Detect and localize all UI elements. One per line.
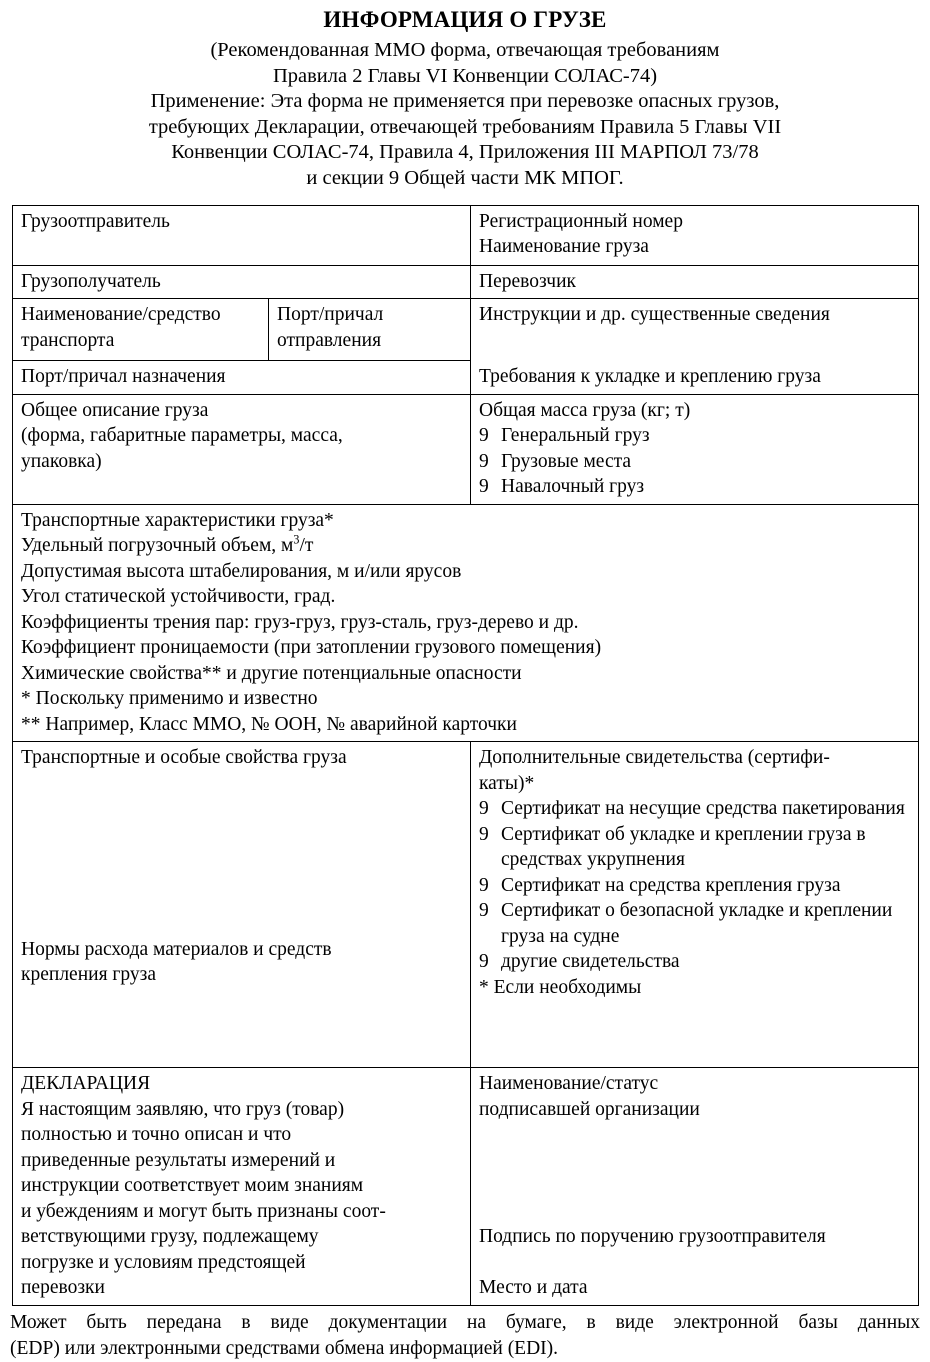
checkbox-mark-icon: 9 [479, 823, 489, 845]
general-description-line3: упаковка) [21, 450, 102, 472]
transport-name-cell[interactable] [13, 299, 269, 361]
general-description-cell[interactable] [13, 394, 471, 504]
certificate-option-label: Сертификат об укладке и креплении груза в средствах укрупнения [501, 823, 866, 871]
consignee-cell[interactable] [13, 265, 471, 299]
checkbox-mark-icon: 9 [479, 450, 489, 472]
characteristics-footnote-single-star: * Поскольку применимо и известно [21, 688, 318, 710]
signatory-line2: подписавшей организации [479, 1098, 700, 1120]
spacer [479, 1122, 912, 1224]
certificate-option-label: Сертификат на средства крепления груза [501, 874, 841, 896]
shipper-label: Грузоотправитель [21, 210, 170, 232]
checkbox-option-packages[interactable] [479, 449, 912, 475]
document-footnote [10, 1310, 920, 1362]
departure-port-label-line1: Порт/причал [277, 304, 384, 326]
place-date-label: Место и дата [479, 1276, 588, 1298]
characteristics-line-friction: Коэффициенты трения пар: груз-груз, груз-сталь, груз-дерево и др. [21, 611, 579, 633]
table-row-consignee [13, 265, 919, 299]
checkbox-mark-icon: 9 [479, 874, 489, 896]
subtitle-line-4: требующих Декларации, отвечающей требованиям Правила 5 Главы VII [148, 115, 782, 138]
subtitle-line-5: Конвенции СОЛАС-74, Правила 4, Приложения III МАРПОЛ 73/78 [171, 141, 759, 164]
checkbox-option-label: Генеральный груз [501, 425, 650, 447]
certificate-option-label: другие свидетельства [501, 951, 680, 973]
table-row-destination [13, 361, 919, 395]
signatory-line1: Наименование/статус [479, 1073, 659, 1095]
checkbox-option-label: Грузовые места [501, 450, 632, 472]
declaration-line-7: погрузке и условиям предстоящей [21, 1251, 306, 1273]
page-title: ИНФОРМАЦИЯ О ГРУЗЕ [323, 7, 607, 32]
departure-port-label-line2: отправления [277, 329, 382, 351]
consumption-norms-line1: Нормы расхода материалов и средств [21, 938, 332, 960]
destination-port-cell[interactable] [13, 361, 471, 395]
total-mass-cell[interactable] [471, 394, 919, 504]
instructions-cell[interactable] [471, 299, 919, 361]
certificate-option-stowage-unit[interactable] [479, 822, 912, 873]
declaration-line-6: ветствующими грузу, подлежащему [21, 1226, 319, 1248]
carrier-label: Перевозчик [479, 270, 576, 292]
stowage-requirements-label: Требования к укладке и креплению груза [479, 365, 821, 387]
subtitle-line-6: и секции 9 Общей части МК МПОГ. [306, 166, 624, 189]
checkbox-option-label: Навалочный груз [501, 476, 645, 498]
transport-name-label-line1: Наименование/средство [21, 304, 221, 326]
instructions-label: Инструкции и др. существенные сведения [479, 304, 830, 326]
transport-characteristics-cell[interactable] [13, 504, 919, 742]
certificates-cell[interactable] [471, 742, 919, 1068]
specific-volume-suffix: /т [299, 535, 314, 557]
cargo-name-label: Наименование груза [479, 236, 649, 258]
declaration-line-8: перевозки [21, 1277, 105, 1299]
subtitle-line-2: Правила 2 Главы VI Конвенции СОЛАС-74) [272, 64, 658, 87]
total-mass-label: Общая масса груза (кг; т) [479, 399, 691, 421]
destination-port-label: Порт/причал назначения [21, 366, 226, 388]
certificates-heading-line2: каты)* [479, 772, 535, 794]
declaration-line-3: приведенные результаты измерений и [21, 1149, 336, 1171]
general-description-line1: Общее описание груза [21, 399, 209, 421]
signature-label: Подпись по поручению грузоотправителя [479, 1226, 826, 1248]
signatory-cell[interactable] [471, 1068, 919, 1306]
declaration-heading: ДЕКЛАРАЦИЯ [21, 1073, 151, 1095]
table-row-description [13, 394, 919, 504]
spacer [21, 771, 464, 937]
consumption-norms-line2: крепления груза [21, 964, 157, 986]
characteristics-line-stability-angle: Угол статической устойчивости, град. [21, 586, 336, 608]
characteristics-heading: Транспортные характеристики груза* [21, 509, 334, 531]
declaration-cell[interactable] [13, 1068, 471, 1306]
checkbox-mark-icon: 9 [479, 425, 489, 447]
certificate-option-label: Сертификат о безопасной укладке и креплении груза на судне [501, 900, 893, 947]
registration-cell[interactable] [471, 205, 919, 265]
departure-port-cell[interactable] [269, 299, 471, 361]
declaration-line-4: инструкции соответствует моим знаниям [21, 1175, 364, 1197]
declaration-line-1: Я настоящим заявляю, что груз (товар) [21, 1098, 345, 1120]
declaration-line-2: полностью и точно описан и что [21, 1124, 292, 1146]
certificate-option-other[interactable] [479, 949, 912, 975]
subtitle-line-3: Применение: Эта форма не применяется при перевозке опасных грузов, [150, 90, 780, 113]
table-row-certificates [13, 742, 919, 1068]
declaration-line-5: и убеждениям и могут быть признаны соот- [21, 1200, 386, 1222]
carrier-cell[interactable] [471, 265, 919, 299]
table-row-shipper [13, 205, 919, 265]
table-row-declaration [13, 1068, 919, 1306]
checkbox-mark-icon: 9 [479, 476, 489, 498]
stowage-requirements-cell[interactable] [471, 361, 919, 395]
consignee-label: Грузополучатель [21, 270, 161, 292]
characteristics-footnote-double-star: ** Например, Класс ММО, № ООН, № аварийной карточки [21, 713, 517, 735]
special-properties-label: Транспортные и особые свойства груза [21, 747, 347, 769]
certificates-heading-line1: Дополнительные свидетельства (сертифи- [479, 747, 830, 769]
transport-name-label-line2: транспорта [21, 329, 115, 351]
certificate-option-securing-means[interactable] [479, 873, 912, 899]
checkbox-mark-icon: 9 [479, 900, 489, 922]
checkbox-mark-icon: 9 [479, 798, 489, 820]
certificates-footnote: * Если необходимы [479, 976, 642, 998]
checkbox-option-general-cargo[interactable] [479, 423, 912, 449]
cargo-information-form [12, 205, 919, 1306]
footnote-line-2: (EDP) или электронными средствами обмена информацией (EDI). [10, 1337, 559, 1359]
specific-volume-exponent: 3 [293, 532, 300, 547]
specific-volume-line [21, 533, 912, 559]
spacer [479, 1250, 912, 1275]
characteristics-line-stacking: Допустимая высота штабелирования, м и/или ярусов [21, 560, 462, 582]
shipper-cell[interactable] [13, 205, 471, 265]
table-row-characteristics [13, 504, 919, 742]
general-description-line2: (форма, габаритные параметры, масса, [21, 425, 343, 447]
special-properties-cell[interactable] [13, 742, 471, 1068]
registration-number-label: Регистрационный номер [479, 210, 683, 232]
table-row-transport [13, 299, 919, 361]
certificate-option-label: Сертификат на несущие средства пакетирования [501, 798, 905, 820]
document-header [0, 0, 930, 192]
subtitle-line-1: (Рекомендованная ММО форма, отвечающая требованиям [210, 39, 720, 61]
characteristics-line-chemical: Химические свойства** и другие потенциальные опасности [21, 662, 522, 684]
certificate-option-packaging[interactable] [479, 796, 912, 822]
characteristics-line-permeability: Коэффициент проницаемости (при затоплении грузового помещения) [21, 637, 602, 659]
certificate-option-safe-stowage-ship[interactable] [479, 898, 912, 949]
specific-volume-prefix: Удельный погрузочный объем, м [21, 535, 294, 557]
footnote-line-1: Может быть передана в виде документации на бумаге, в виде электронной базы данных [10, 1311, 920, 1333]
checkbox-mark-icon: 9 [479, 951, 489, 973]
checkbox-option-bulk-cargo[interactable] [479, 474, 912, 500]
